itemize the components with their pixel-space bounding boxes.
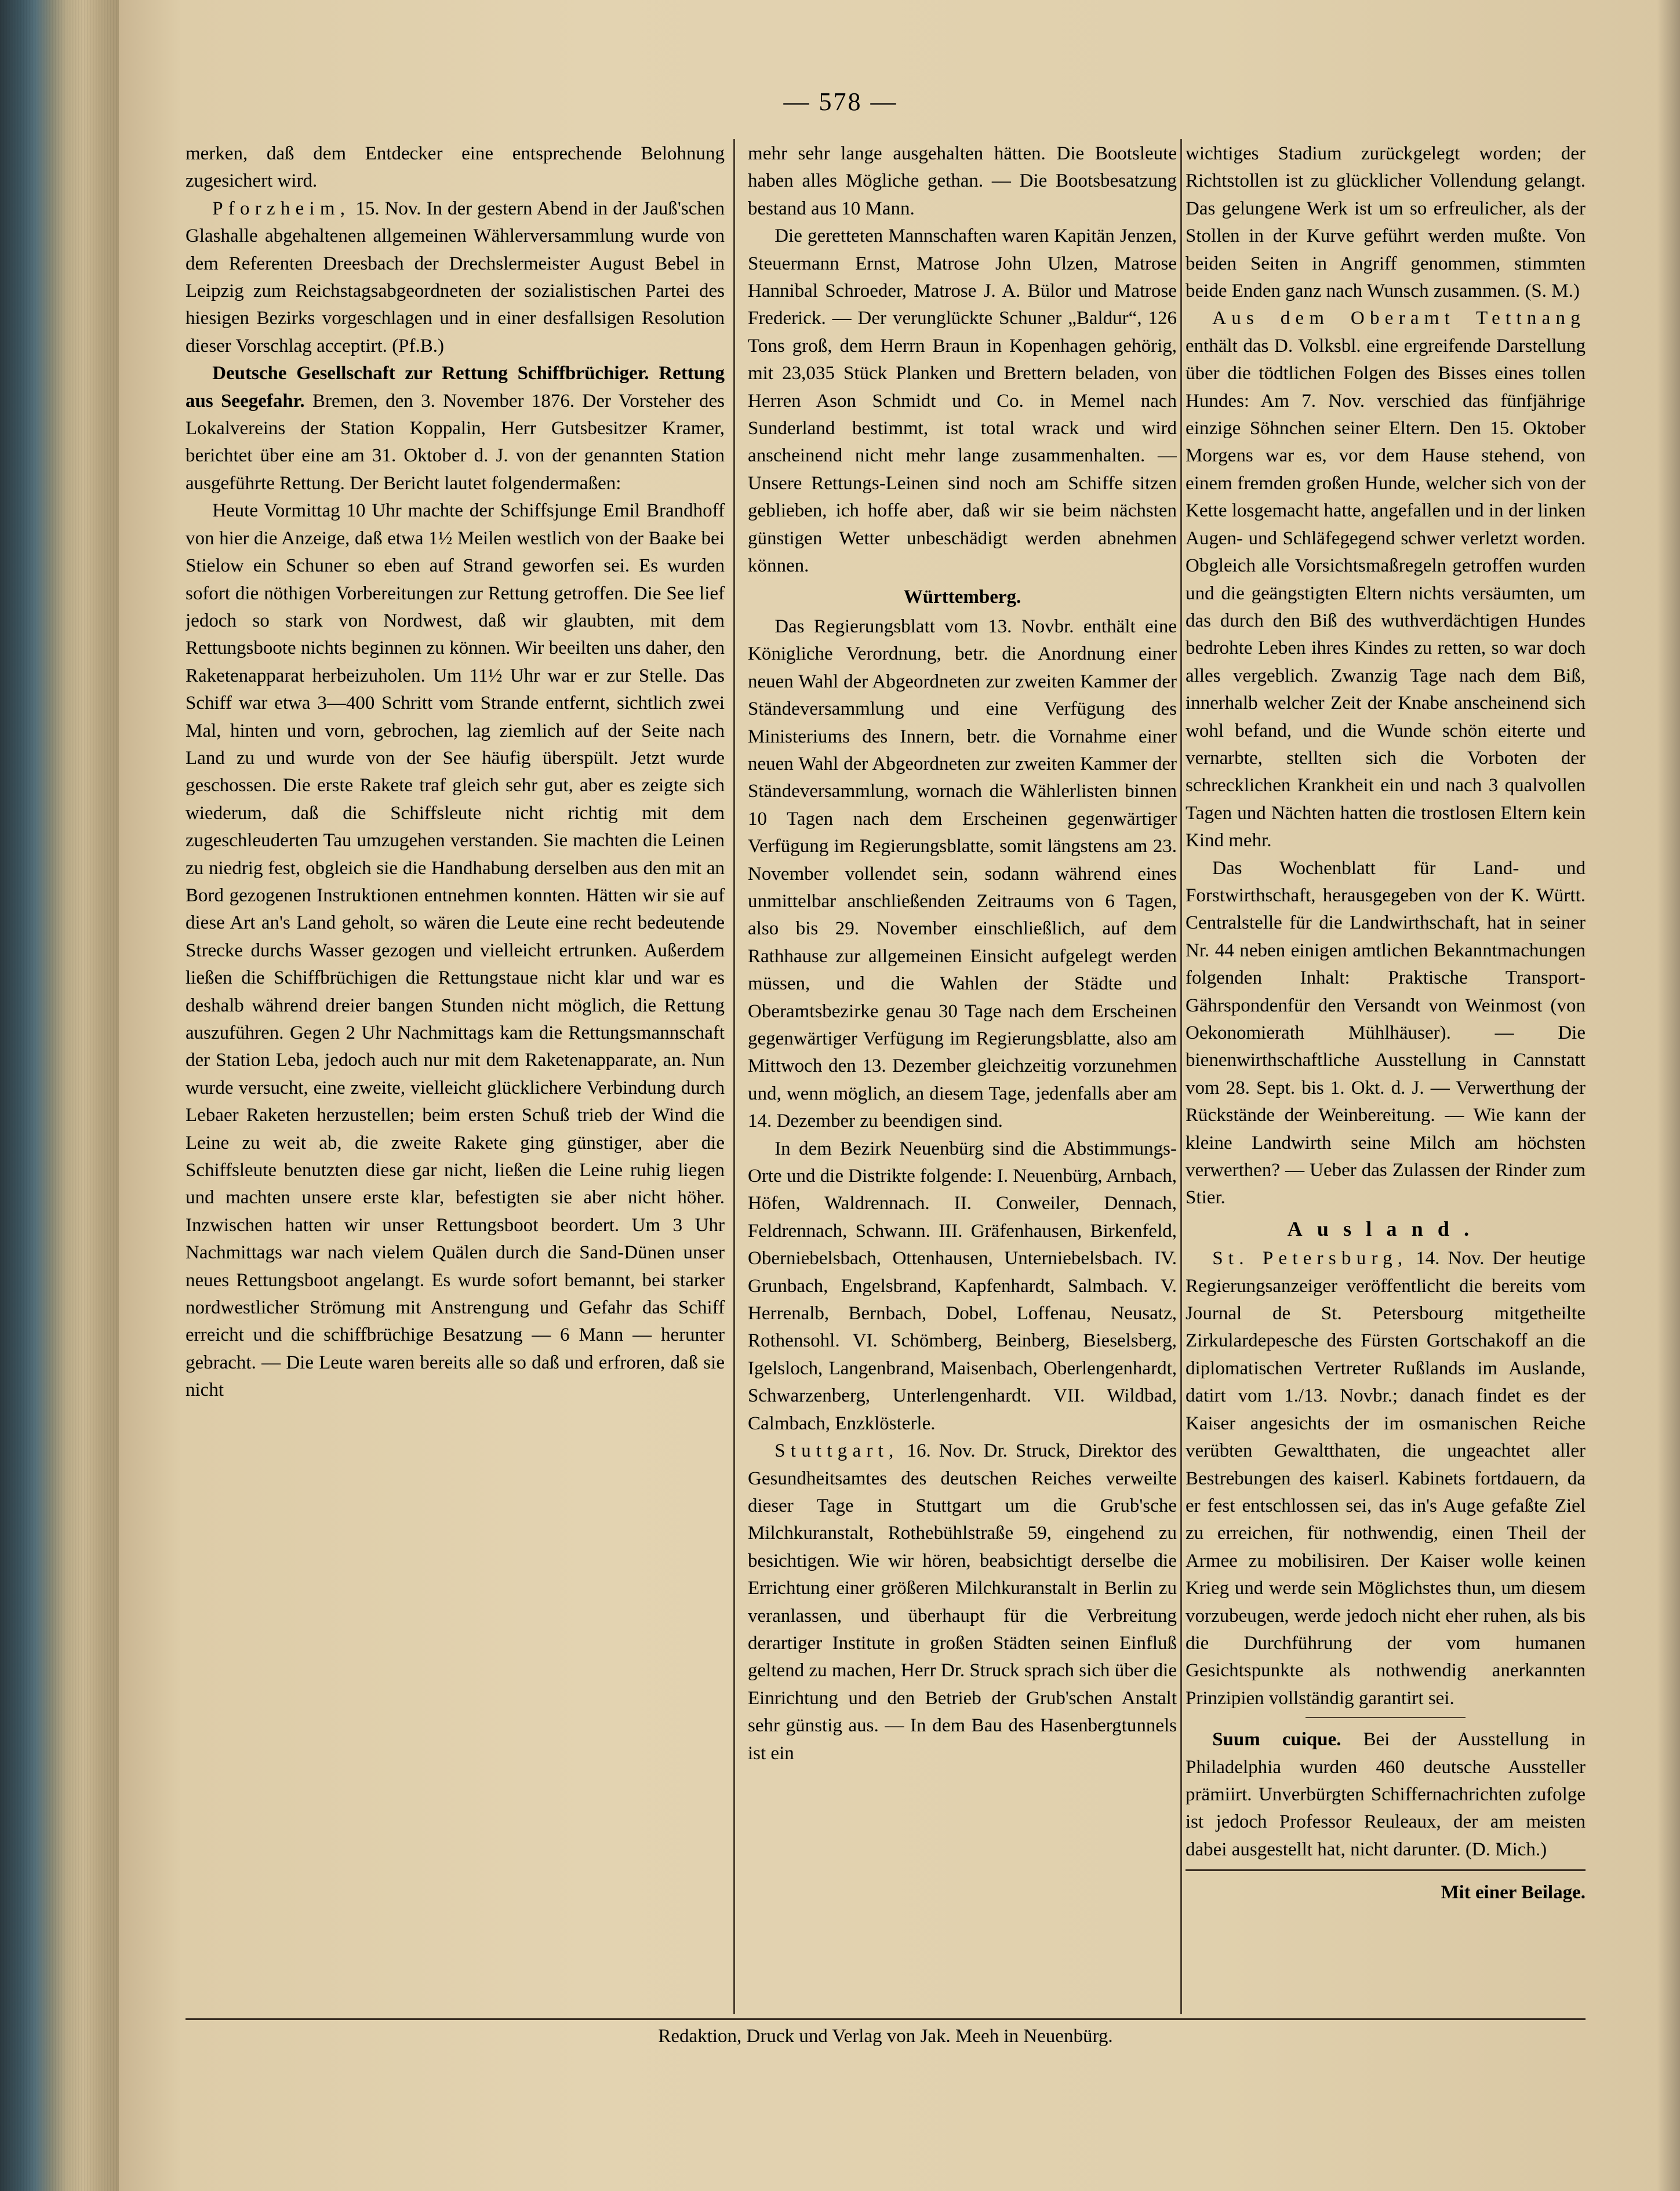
book-edge (0, 0, 119, 2191)
column-1 (186, 140, 725, 1995)
article-paragraph (748, 1135, 1177, 1437)
section-divider (1306, 1717, 1466, 1718)
beilage-rule (1186, 1869, 1586, 1871)
article-text: wichtiges Stadium zurückgelegt worden; der Richtstollen ist zu glücklicher Vollendung gelangt. Das gelungene Werk ist um so erfreulicher, als der Stollen in der Kurve geführt werden mußte. Von beiden Seiten in Angriff genommen, stimmten beide Enden ganz nach Wunsch zusammen. (S. M.) (1186, 143, 1586, 302)
column-rule-1 (733, 139, 735, 2014)
article-paragraph (1186, 855, 1586, 1212)
article-text: enthält das D. Volksbl. eine ergreifende Darstellung über die tödtlichen Folgen des Bisses eines tollen Hundes: Am 7. Nov. verschied das fünfjährige einzige Söhnchen seiner Eltern. Den 15. Oktober Morgens war es, vor dem Hause stehend, von einem fremden großen Hunde, welcher sich von der Kette losgemacht hatte, angefallen und in der linken Augen- und Schläfegegend schwer verletzt worden. Obgleich alle Vorsichtsmaßregeln getroffen wurden und die geängstigten Eltern nichts versäumten, um das durch den Biß des wuthverdächtigen Hundes bedrohte Leben ihres Kindes zu retten, so war doch alles vergeblich. Zwanzig Tage nach dem Biß, innerhalb welcher Zeit der Knabe anscheinend sich wohl befand, und die Wunde schön eiterte und vernarbte, stellten sich die Vorboten der schrecklichen Krankheit ein und nach 3 qualvollen Tagen und Nächten hatten die trostlosen Eltern kein Kind mehr. (1186, 335, 1586, 851)
column-rule-2 (1180, 139, 1182, 2014)
article-dateline: Pforzheim, (212, 198, 351, 219)
article-paragraph (748, 1437, 1177, 1767)
article-text: 15. Nov. In der gestern Abend in der Jauß'schen Glashalle abgehaltenen allgemeinen Wählerversammlung wurde von dem Referenten Dreesbach der Drechslermeister August Bebel in Leipzig zum Reichstagsabgeordneten der sozialistischen Partei des hiesigen Bezirks vorgeschlagen und in einer desfallsigen Resolution dieser Vorschlag acceptirt. (Pf.B.) (186, 198, 725, 356)
article-text: Bei der Ausstellung in Philadelphia wurden 460 deutsche Aussteller prämiirt. Unverbürgten Schiffernachrichten zufolge ist jedoch Professor Reuleaux, der am meisten dabei ausgestellt hat, nicht darunter. (D. Mich.) (1186, 1729, 1586, 1860)
article-paragraph (186, 195, 725, 360)
column-2 (748, 140, 1177, 1995)
article-dateline: Aus dem Oberamt Tettnang (1212, 308, 1586, 329)
section-heading: Ausland. (1287, 1217, 1484, 1240)
article-text: Die geretteten Mannschaften waren Kapitän Jenzen, Steuermann Ernst, Matrose John Ulzen, Matrose Hannibal Schroeder, Matrose J. A. Bülor und Matrose Frederick. — Der verunglückte Schuner „Baldur“, 126 Tons groß, dem Herrn Braun in Kopenhagen gehörig, mit 23,035 Stück Planken und Brettern beladen, von Herren Ason Schmidt und Co. in Memel nach Sunderland bestimmt, ist total wrack und wird anscheinend nicht mehr lange zusammenhalten. — Unsere Rettungs-Leinen sind noch am Schiffe sitzen geblieben, ich hoffe aber, daß wir sie beim nächsten günstigen Wetter unbeschädigt werden abnehmen können. (748, 225, 1177, 577)
section-heading: Württemberg. (903, 586, 1021, 607)
article-text: In dem Bezirk Neuenbürg sind die Abstimmungs-Orte und die Distrikte folgende: I. Neuenbürg, Arnbach, Höfen, Waldrennach. II. Conweiler, Dennach, Feldrennach, Schwann. III. Gräfenhausen, Birkenfeld, Oberniebelsbach, Ottenhausen, Unterniebelsbach. IV. Grunbach, Engelsbrand, Kapfenhardt, Salmbach. V. Herrenalb, Bernbach, Dobel, Loffenau, Neusatz, Rothensohl. VI. Schömberg, Beinberg, Bieselsberg, Igelsloch, Langenbrand, Maisenbach, Oberlengenhardt, Schwarzenberg, Unterlengenhardt. VII. Wildbad, Calmbach, Enzklösterle. (748, 1138, 1177, 1434)
article-dateline: St. Petersburg, (1212, 1248, 1408, 1269)
article-text: 16. Nov. Dr. Struck, Direktor des Gesundheitsamtes des deutschen Reiches verweilte dieser Tage in Stuttgart um die Grub'sche Milchkuranstalt, Rothebühlstraße 59, eingehend zu besichtigen. Wie wir hören, beabsichtigt derselbe die Errichtung einer größeren Milchkuranstalt in Berlin zu veranlassen, und überhaupt für die Verbreitung derartiger Institute in großen Städten seinen Einfluß geltend zu machen, Herr Dr. Struck sprach sich über die Einrichtung und den Betrieb der Grub'schen Anstalt sehr günstig aus. — In dem Bau des Hasenbergtunnels ist ein (748, 1440, 1177, 1764)
article-dateline: Deutsche Gesellschaft zur Rettung Schiffbrüchiger. Rettung aus Seegefahr. (186, 363, 725, 412)
column-3 (1186, 140, 1586, 1995)
footer-rule (186, 2018, 1586, 2020)
article-text: Bremen, den 3. November 1876. Der Vorsteher des Lokalvereins der Station Koppalin, Herr Gutsbesitzer Kramer, berichtet über eine am 31. Oktober d. J. von der genannten Station ausgeführte Rettung. Der Bericht lautet folgendermaßen: (186, 390, 725, 494)
article-paragraph (748, 140, 1177, 223)
article-text: Heute Vormittag 10 Uhr machte der Schiffsjunge Emil Brandhoff von hier die Anzeige, daß etwa 1½ Meilen westlich von der Baake bei Stielow ein Schuner so eben auf Strand geworfen sei. Es wurden sofort die nöthigen Vorbereitungen zur Rettung getroffen. Die See lief jedoch so stark von Nordwest, daß wir glaubten, mit dem Rettungsboote nichts beginnen zu können. Wir beeilten uns daher, den Raketenapparat herbeizuholen. Um 11½ Uhr war er zur Stelle. Das Schiff war etwa 3—400 Schritt vom Strande entfernt, sichtlich zwei Mal, hinten und vorn, gebrochen, lag ziemlich auf der Seite nach Land zu und wurde von der See häufig überspült. Jetzt wurde geschossen. Die erste Rakete traf gleich sehr gut, aber es zeigte sich wiederum, daß die Schiffsleute nicht richtig mit dem zugeschleuderten Tau umzugehen verstanden. Sie machten die Leinen zu niedrig fest, obgleich sie die Handhabung derselben aus den mit an Bord gezogenen Instruktionen entnehmen konnten. Hätten wir sie auf diese Art an's Land geholt, so wären die Leute eine recht bedeutende Strecke durchs Wasser gezogen und vielleicht ertrunken. Außerdem ließen die Schiffbrüchigen die Rettungstaue nicht klar und war es deshalb während dreier bangen Stunden nicht möglich, die Rettung auszuführen. Gegen 2 Uhr Nachmittags kam die Rettungsmannschaft der Station Leba, jedoch auch nur mit dem Raketenapparate, an. Nun wurde versucht, eine zweite, vielleicht glücklichere Verbindung durch Lebaer Raketen herzustellen; beim ersten Schuß trieb der Wind die Leine zu weit ab, die zweite Rakete ging günstiger, aber die Schiffsleute benutzten diese gar nicht, ließen die Leine ruhig liegen und machten unsere erste klar, befestigten sie aber nicht höher. Inzwischen hatten wir unser Rettungsboot beordert. Um 3 Uhr Nachmittags war nach vielem Quälen durch die Sand-Dünen unser neues Rettungsboot angelangt. Es wurde sofort bemannt, bei starker nordwestlicher Strömung mit Anstrengung und Gefahr das Schiff erreicht und die schiffbrüchige Besatzung — 6 Mann — herunter gebracht. — Die Leute waren bereits alle so daß und erfroren, daß sie nicht (186, 500, 725, 1401)
article-paragraph (1186, 140, 1586, 305)
article-paragraph (1186, 305, 1586, 854)
article-paragraph (1186, 1726, 1586, 1864)
article-text: Das Regierungsblatt vom 13. Novbr. enthält eine Königliche Verordnung, betr. die Anordnung einer neuen Wahl der Abgeordneten zur zweiten Kammer der Ständeversammlung und eine Verfügung des Ministeriums des Innern, betr. die Vornahme einer neuen Wahl der Abgeordneten zur zweiten Kammer der Ständeversammlung, wornach die Wählerlisten binnen 10 Tagen nach dem Erscheinen gegenwärtiger Verfügung im Regierungsblatte, somit längstens am 23. November vollendet sein, sodann während eines unmittelbar anschließenden Zeitraums von 6 Tagen, also bis 29. November einschließlich, auf dem Rathhause zur allgemeinen Einsicht aufgelegt werden müssen, und die Wahlen der Städte und Oberamtsbezirke genau 30 Tage nach dem Erscheinen gegenwärtiger Verfügung im Regierungsblatte, also am Mittwoch den 13. Dezember gleichzeitig vorzunehmen und, wenn möglich, an diesem Tage, jedenfalls aber am 14. Dezember zu beendigen sind. (748, 616, 1177, 1132)
imprint: Redaktion, Druck und Verlag von Jak. Meeh in Neuenbürg. (658, 2026, 1113, 2047)
article-text: Das Wochenblatt für Land- und Forstwirthschaft, herausgegeben von der K. Württ. Centralstelle für die Landwirthschaft, hat in seiner Nr. 44 neben einigen amtlichen Bekanntmachungen folgenden Inhalt: Praktische Transport-Gährspondenfür den Versandt von Weinmost (von Oekonomierath Mühlhäuser). — Die bienenwirthschaftliche Ausstellung in Cannstatt vom 28. Sept. bis 1. Okt. d. J. — Verwerthung der Rückstände der Weinbereitung. — Wie kann der kleine Landwirth seine Milch am höchsten verwerthen? — Ueber das Zulassen der Rinder zum Stier. (1186, 857, 1586, 1209)
article-text: mehr sehr lange ausgehalten hätten. Die Bootsleute haben alles Mögliche gethan. — Die Bootsbesatzung bestand aus 10 Mann. (748, 143, 1177, 219)
article-text: merken, daß dem Entdecker eine entsprechende Belohnung zugesichert wird. (186, 143, 725, 192)
page-stack (0, 0, 119, 2191)
article-paragraph (748, 223, 1177, 580)
page-shadow (1657, 0, 1680, 2191)
page-number: — 578 — (783, 88, 898, 116)
article-paragraph (1186, 1245, 1586, 1712)
article-text: 14. Nov. Der heutige Regierungsanzeiger veröffentlicht die bereits vom Journal de St. Petersbourg mitgetheilte Zirkulardepesche des Fürsten Gortschakoff an die diplomatischen Vertreter Rußlands im Auslande, datirt vom 1./13. Novbr.; danach findet es der Kaiser angesichts der im osmanischen Reiche verübten Gewaltthaten, die ungeachtet aller Bestrebungen des kaiserl. Kabinets fortdauern, da er fest entschlossen sei, das in's Auge gefaßte Ziel zu erreichen, für nothwendig, einen Theil der Armee zu mobilisiren. Der Kaiser wolle keinen Krieg und werde sein Möglichstes thun, um diesem vorzubeugen, werde jedoch nicht eher ruhen, als bis die Durchführung der vom humanen Gesichtspunkte als nothwendig anerkannten Prinzipien vollständig garantirt sei. (1186, 1248, 1586, 1709)
article-paragraph (186, 497, 725, 1404)
article-dateline: Suum cuique. (1212, 1729, 1341, 1750)
article-dateline: Stuttgart, (774, 1440, 899, 1462)
supplement-note: Mit einer Beilage. (1441, 1882, 1586, 1904)
article-paragraph (748, 613, 1177, 1135)
article-paragraph (186, 140, 725, 195)
article-paragraph (186, 360, 725, 497)
